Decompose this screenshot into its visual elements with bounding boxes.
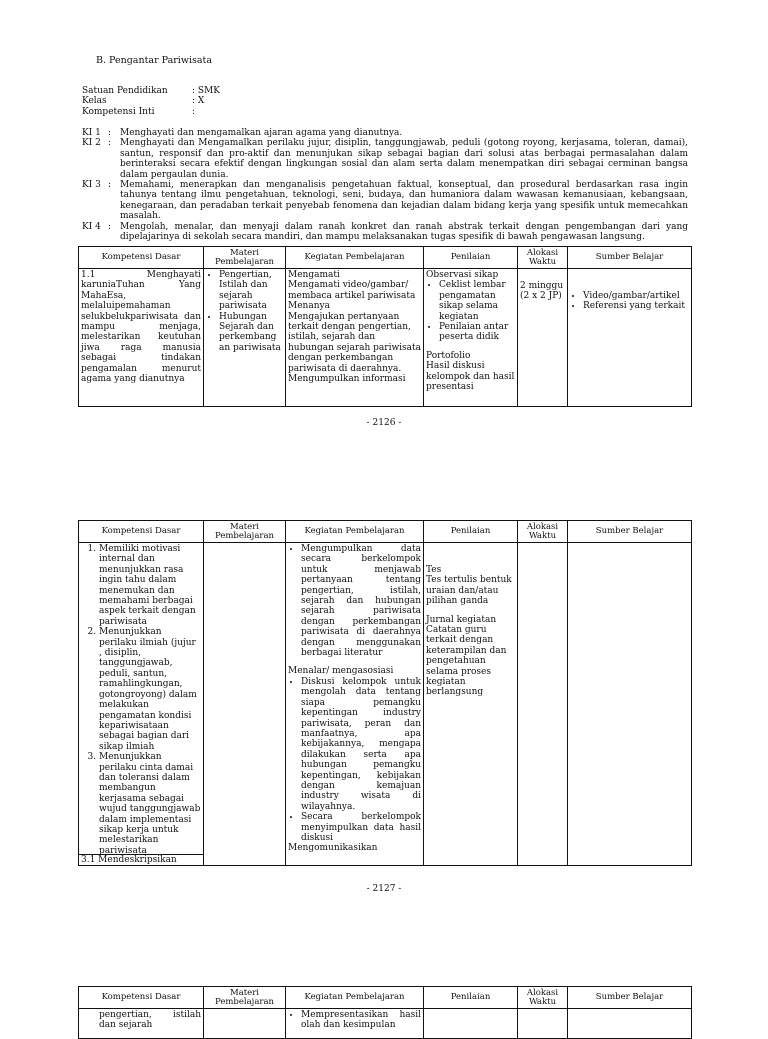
header-materi: Materi Pembelajaran bbox=[204, 247, 286, 269]
header-kd: Kompetensi Dasar bbox=[79, 247, 204, 269]
kegiatan-cell: • Mengumpulkan data secara berkelompok untuk menjawab pertanyaan tentang pengertian, istilah, sejarah dan hubungan sejarah pariwisata dengan perkembangan pariwisata di daerahnya dengan menggunakan berbagai literatur Menalar/ mengasosiasi • Diskusi kelompok untuk mengolah data tentang siapa pemangku kepentingan industry pariwisata, peran dan manfaatnya, apa kebijakannya, mengapa dilakukan serta apa hubungan pemangku kepentingan, kebijakan dengan kemajuan industry wisata di wilayahnya. • Secara berkelompok menyimpulkan data hasil diskusi Mengomunikasikan bbox=[286, 543, 424, 866]
table-page-2126 bbox=[78, 246, 692, 407]
ki-item: KI 1 : Menghayati dan mengamalkan ajaran agama yang dianutnya. bbox=[82, 128, 403, 138]
section-title: B. Pengantar Pariwisata bbox=[96, 55, 213, 66]
table-page-2128 bbox=[78, 986, 692, 1039]
table-row bbox=[79, 269, 692, 407]
header-sumber: Sumber Belajar bbox=[568, 521, 692, 543]
ki-item: KI 2 : Menghayati dan Mengamalkan perilaku jujur, disiplin, tanggungjawab, peduli (gotong royong, kerjasama, toleran, damai), santun, responsif dan pro-aktif dan menunjukan sikap sebagai bagian dari solusi atas berbagai permasalahan dalam berinteraksi secara efektif dengan lingkungan sosial dan alam serta dalam menempatkan diri sebagai cerminan bangsa dalam pergaulan dunia. bbox=[82, 138, 688, 180]
materi-cell bbox=[204, 543, 286, 866]
header-alokasi: Alokasi Waktu bbox=[518, 247, 568, 269]
identity-row: Satuan Pendidikan : SMK bbox=[82, 86, 220, 96]
ki-item: KI 4 : Mengolah, menalar, dan menyaji dalam ranah konkret dan ranah abstrak terkait dengan pengembangan dari yang dipelajarinya di sekolah secara mandiri, dan mampu melaksanakan tugas spesifik di bawah pengawasan langsung. bbox=[82, 221, 688, 243]
kegiatan-cell: Mengamati Mengamati video/gambar/ membaca artikel pariwisata Menanya Mengajukan pertanyaan terkait dengan pengertian, istilah, sejarah dan hubungan sejarah pariwisata dengan perkembangan pariwisata di daerahnya. Mengumpulkan informasi bbox=[286, 269, 424, 407]
kd-last-row: 3.1 Mendeskripsikan bbox=[79, 854, 203, 865]
sumber-cell bbox=[568, 543, 692, 866]
header-kegiatan: Kegiatan Pembelajaran bbox=[286, 987, 424, 1009]
kd-cell: 1. Memiliki motivasi internal dan menunjukkan rasa ingin tahu dalam menemukan dan memahami berbagai aspek terkait dengan pariwisata 2. Menunjukkan perilaku ilmiah (jujur , disiplin, tanggungjawab, peduli, santun, ramahlingkungan, gotongroyong) dalam melakukan pengamatan kondisi kepariwisataan sebagai bagian dari sikap ilmiah 3. Menunjukkan perilaku cinta damai dan toleransi dalam membangun kerjasama sebagai wujud tanggungjawab dalam implementasi sikap kerja untuk melestarikan pariwisata 3.1 Mendeskripsikan bbox=[79, 543, 204, 866]
identity-row: Kompetensi Inti : bbox=[82, 106, 196, 117]
alokasi-cell: 2 minggu (2 x 2 JP) bbox=[518, 269, 568, 407]
kd-cell: pengertian, istilah dan sejarah bbox=[79, 1009, 204, 1039]
header-alokasi: Alokasi Waktu bbox=[518, 987, 568, 1009]
header-sumber: Sumber Belajar bbox=[568, 987, 692, 1009]
header-kd: Kompetensi Dasar bbox=[79, 987, 204, 1009]
kompetensi-inti-list bbox=[82, 128, 688, 242]
ki-item: KI 3 : Memahami, menerapkan dan menganalisis pengetahuan faktual, konseptual, dan prosedural berdasarkan rasa ingin tahunya tentang ilmu pengetahuan, teknologi, seni, budaya, dan humaniora dalam wawasan kemanusiaan, kebangsaan, kenegaraan, dan peradaban terkait penyebab fenomena dan kejadian dalam bidang kerja yang spesifik untuk memecahkan masalah. bbox=[82, 180, 688, 222]
header-kegiatan: Kegiatan Pembelajaran bbox=[286, 521, 424, 543]
header-kd: Kompetensi Dasar bbox=[79, 521, 204, 543]
table-page-2127 bbox=[78, 520, 692, 866]
header-materi: Materi Pembelajaran bbox=[204, 987, 286, 1009]
alokasi-cell bbox=[518, 543, 568, 866]
header-materi: Materi Pembelajaran bbox=[204, 521, 286, 543]
kd-cell: 1.1 Menghayati karuniaTuhan Yang MahaEsa, melaluipemahaman selukbelukpariwisata dan mampu menjaga, melestarikan keutuhan jiwa raga manusia sebagai tindakan pengamalan menurut agama yang dianutnya bbox=[79, 269, 204, 407]
sumber-cell: • Video/gambar/artikel • Referensi yang terkait bbox=[568, 269, 692, 407]
header-penilaian: Penilaian bbox=[424, 247, 518, 269]
page-number: - 2126 - bbox=[366, 418, 402, 428]
header-penilaian: Penilaian bbox=[424, 987, 518, 1009]
page-number: - 2127 - bbox=[366, 884, 402, 894]
table-header-row bbox=[79, 521, 692, 543]
materi-cell: • Pengertian, Istilah dan sejarah pariwisata • Hubungan Sejarah dan perkembang an pariwisata bbox=[204, 269, 286, 407]
identity-row: Kelas : X bbox=[82, 96, 205, 107]
penilaian-cell: Observasi sikap • Ceklist lembar pengamatan sikap selama kegiatan • Penilaian antar peserta didik Portofolio Hasil diskusi kelompok dan hasil presentasi bbox=[424, 269, 518, 407]
table-row bbox=[79, 543, 692, 866]
kegiatan-cell: • Mempresentasikan hasil olah dan kesimpulan bbox=[286, 1009, 424, 1039]
table-header-row bbox=[79, 987, 692, 1009]
penilaian-cell: Tes Tes tertulis bentuk uraian dan/atau pilihan ganda Jurnal kegiatan Catatan guru terkait dengan keterampilan dan pengetahuan selama proses kegiatan berlangsung bbox=[424, 543, 518, 866]
identity-block bbox=[82, 86, 220, 117]
header-alokasi: Alokasi Waktu bbox=[518, 521, 568, 543]
header-penilaian: Penilaian bbox=[424, 521, 518, 543]
table-header-row bbox=[79, 247, 692, 269]
header-kegiatan: Kegiatan Pembelajaran bbox=[286, 247, 424, 269]
header-sumber: Sumber Belajar bbox=[568, 247, 692, 269]
